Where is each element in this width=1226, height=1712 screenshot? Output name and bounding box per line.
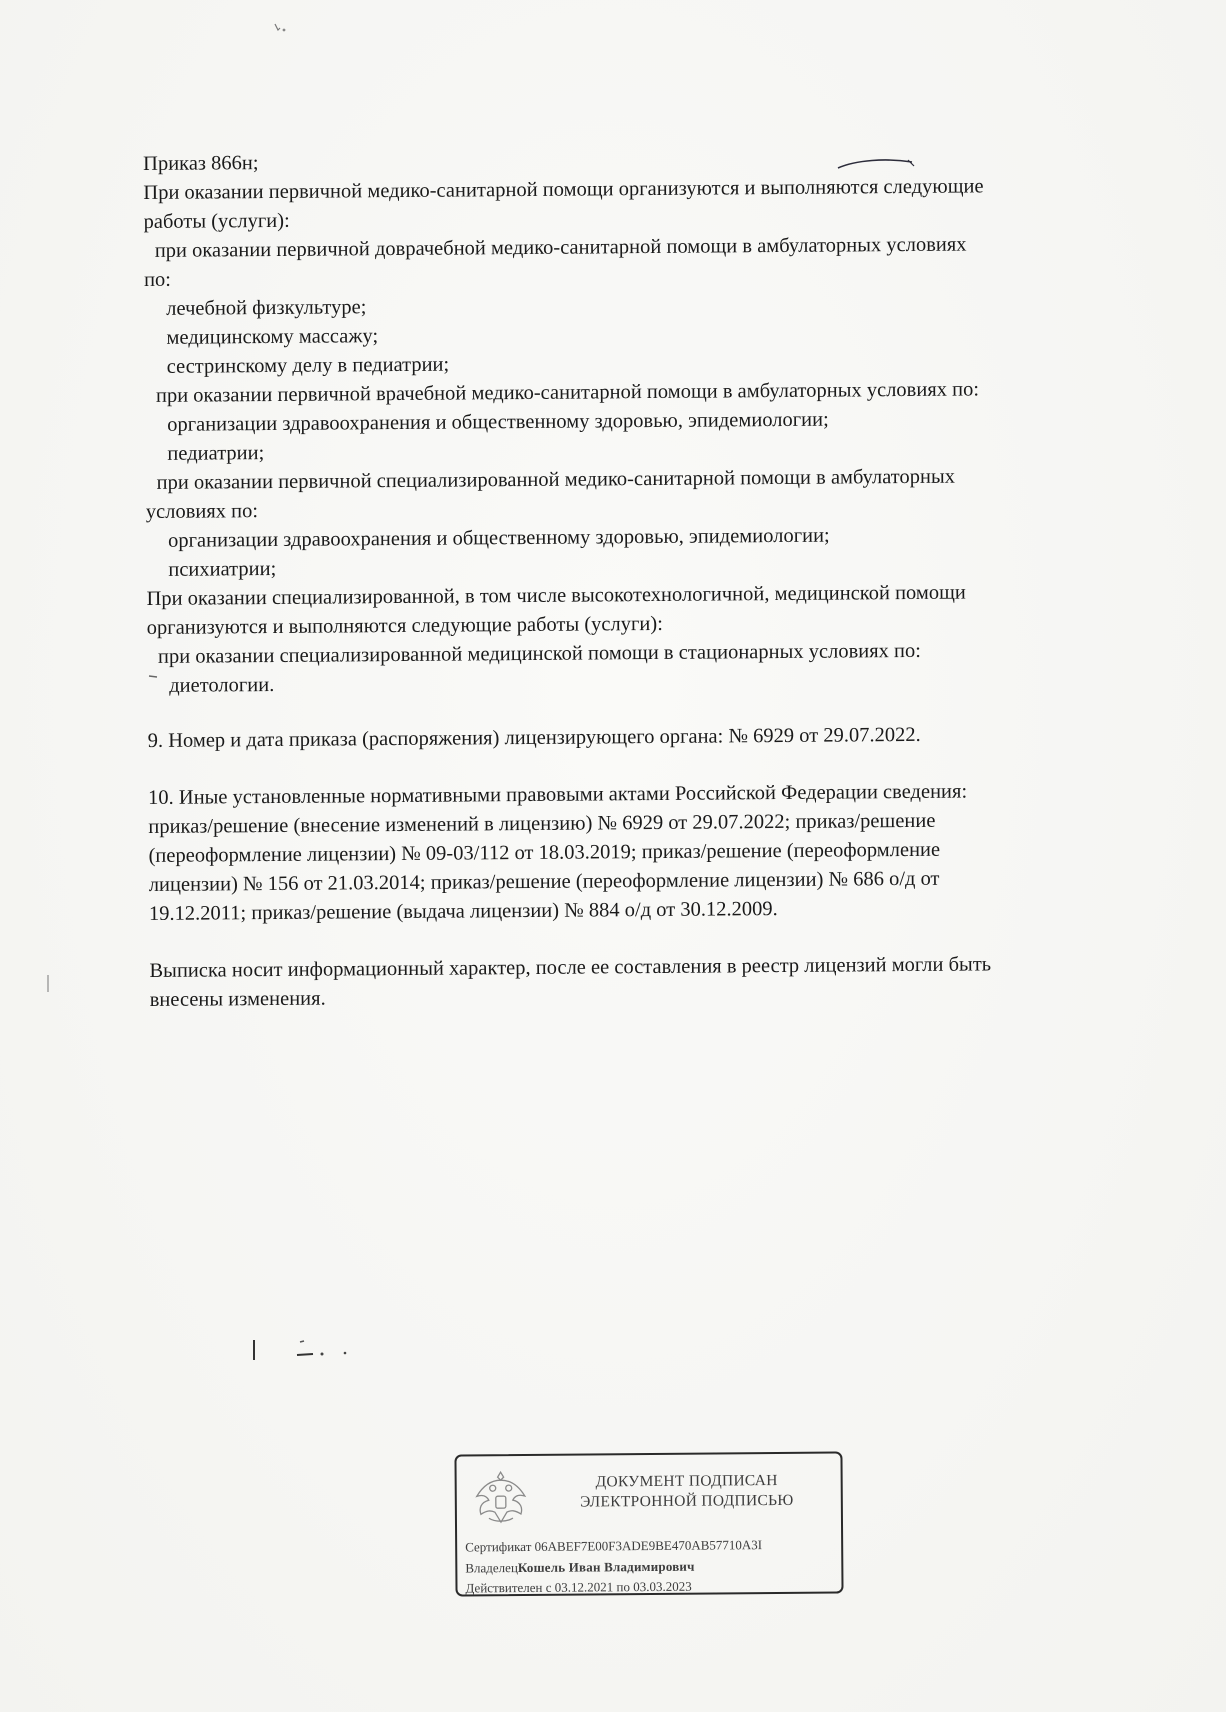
coat-of-arms-icon [469, 1466, 534, 1531]
text-line: приказ/решение (внесение изменений в лицензию) № 6929 от 29.07.2022; приказ/решение [148, 809, 936, 838]
disclaimer-note: внесены изменения. [149, 987, 326, 1011]
service-item: организации здравоохранения и общественному здоровью, эпидемиологии; [167, 524, 830, 552]
service-item: сестринскому делу в педиатрии; [166, 353, 450, 378]
text-line: работы (услуги): [143, 209, 290, 233]
text-line: при оказании первичной доврачебной медико-санитарной помощи в амбулаторных условиях [154, 233, 967, 262]
pen-mark-icon [836, 156, 916, 180]
order-reference: Приказ 866н; [143, 152, 259, 175]
certificate-validity: Действителен с 03.12.2021 по 03.03.2023 [465, 1578, 692, 1596]
item-10-heading: 10. Иные установленные нормативными правовыми актами Российской Федерации сведения: [148, 780, 968, 809]
text-line: организуются и выполняются следующие работы (услуги): [146, 612, 663, 639]
document-body [143, 142, 1140, 1015]
stamp-title-line1: ДОКУМЕНТ ПОДПИСАН [595, 1471, 778, 1491]
service-item: медицинскому массажу; [166, 325, 379, 349]
text-line: лицензии) № 156 от 21.03.2014; приказ/решение (переоформление лицензии) № 686 о/д от [148, 867, 940, 896]
text-line: (переоформление лицензии) № 09-03/112 от 18.03.2019; приказ/решение (переоформление [148, 838, 941, 867]
owner-label: Владелец [465, 1560, 518, 1576]
text-line: по: [143, 268, 172, 291]
certificate-owner [465, 1559, 694, 1577]
text-line: при оказании первичной специализированной медико-санитарной помощи в амбулаторных [156, 465, 956, 494]
text-line: При оказании первичной медико-санитарной помощи организуются и выполняются следующие [143, 175, 984, 204]
service-item: лечебной физкультуре; [166, 296, 367, 320]
owner-name: Кошель Иван Владимирович [517, 1558, 695, 1576]
service-item: психиатрии; [168, 557, 277, 581]
disclaimer-note: Выписка носит информационный характер, после ее составления в реестр лицензий могли быть [149, 953, 992, 982]
service-item: организации здравоохранения и общественному здоровью, эпидемиологии; [167, 408, 829, 436]
text-line: условиях по: [145, 500, 259, 523]
certificate-number: Сертификат 06ABEF7E00F3ADE9BE470AB57710A3I [465, 1537, 763, 1555]
electronic-signature-stamp [454, 1451, 843, 1596]
text-line: 19.12.2011; приказ/решение (выдача лицензии) № 884 о/д от 30.12.2009. [148, 898, 778, 925]
service-item: педиатрии; [167, 442, 265, 465]
text-line: при оказании специализированной медицинской помощи в стационарных условиях по: [157, 639, 922, 668]
text-line: при оказании первичной врачебной медико-санитарной помощи в амбулаторных условиях по: [155, 378, 980, 407]
item-9: 9. Номер и дата приказа (распоряжения) лицензирующего органа: № 6929 от 29.07.2022. [147, 723, 921, 752]
text-line: При оказании специализированной, в том числе высокотехнологичной, медицинской помощи [146, 581, 966, 610]
stamp-title-line2: ЭЛЕКТРОННОЙ ПОДПИСЬЮ [580, 1491, 794, 1511]
service-item: диетологии. [169, 673, 275, 697]
